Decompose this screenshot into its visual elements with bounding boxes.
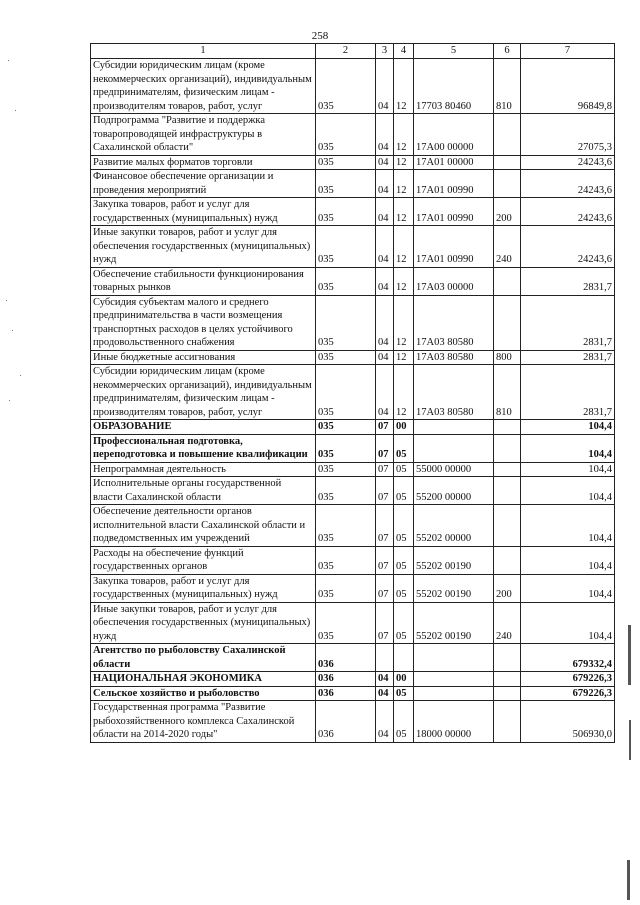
- row-amount: 24243,6: [521, 226, 615, 268]
- row-expense-type: [494, 267, 521, 295]
- row-amount: 104,4: [521, 505, 615, 547]
- row-expense-type: 810: [494, 59, 521, 114]
- row-razdel: 04: [376, 114, 394, 156]
- row-target-article: 55202 00190: [414, 574, 494, 602]
- scan-edge-mark: [629, 720, 631, 760]
- row-amount: 2831,7: [521, 267, 615, 295]
- scan-dust: [9, 400, 10, 401]
- row-razdel: 04: [376, 198, 394, 226]
- row-razdel: 04: [376, 686, 394, 701]
- row-amount: 679226,3: [521, 672, 615, 687]
- row-podrazdel: 12: [394, 295, 414, 350]
- table-row: [91, 574, 615, 602]
- row-target-article: 17А01 00990: [414, 198, 494, 226]
- row-podrazdel: 12: [394, 155, 414, 170]
- row-razdel: 04: [376, 59, 394, 114]
- row-target-article: 55202 00190: [414, 546, 494, 574]
- table-row: [91, 365, 615, 420]
- row-ved: 035: [316, 574, 376, 602]
- row-ved: 035: [316, 155, 376, 170]
- table-row: [91, 701, 615, 743]
- row-name: Расходы на обеспечение функций государственных органов: [91, 546, 316, 574]
- row-expense-type: [494, 114, 521, 156]
- table-row: [91, 602, 615, 644]
- row-target-article: 17А01 00990: [414, 226, 494, 268]
- row-amount: 104,4: [521, 546, 615, 574]
- row-target-article: 17А03 80580: [414, 365, 494, 420]
- row-amount: 104,4: [521, 434, 615, 462]
- row-name: Развитие малых форматов торговли: [91, 155, 316, 170]
- row-name: Закупка товаров, работ и услуг для государственных (муниципальных) нужд: [91, 574, 316, 602]
- table-row: [91, 155, 615, 170]
- table-row: [91, 644, 615, 672]
- row-target-article: 17А01 00000: [414, 155, 494, 170]
- row-razdel: 04: [376, 170, 394, 198]
- row-razdel: 07: [376, 505, 394, 547]
- table-row: [91, 198, 615, 226]
- table-row: [91, 226, 615, 268]
- row-name: Сельское хозяйство и рыболовство: [91, 686, 316, 701]
- row-podrazdel: 12: [394, 365, 414, 420]
- table-row: [91, 170, 615, 198]
- column-header: 5: [414, 44, 494, 59]
- row-target-article: 18000 00000: [414, 701, 494, 743]
- row-expense-type: [494, 420, 521, 435]
- row-podrazdel: 12: [394, 226, 414, 268]
- row-razdel: 04: [376, 295, 394, 350]
- row-name: Закупка товаров, работ и услуг для государственных (муниципальных) нужд: [91, 198, 316, 226]
- row-expense-type: [494, 434, 521, 462]
- row-ved: 035: [316, 114, 376, 156]
- row-podrazdel: 05: [394, 505, 414, 547]
- row-ved: 035: [316, 350, 376, 365]
- scan-dust: [6, 300, 7, 301]
- row-expense-type: 200: [494, 198, 521, 226]
- scan-edge-mark: [628, 625, 631, 685]
- row-ved: 035: [316, 434, 376, 462]
- row-name: Финансовое обеспечение организации и проведения мероприятий: [91, 170, 316, 198]
- row-target-article: 17А03 80580: [414, 350, 494, 365]
- table-row: [91, 672, 615, 687]
- row-name: Агентство по рыболовству Сахалинской области: [91, 644, 316, 672]
- row-podrazdel: 05: [394, 602, 414, 644]
- row-razdel: 07: [376, 477, 394, 505]
- row-podrazdel: 12: [394, 267, 414, 295]
- row-razdel: 04: [376, 226, 394, 268]
- page-number: 258: [311, 30, 329, 42]
- column-header: 3: [376, 44, 394, 59]
- table-row: [91, 462, 615, 477]
- row-amount: 104,4: [521, 602, 615, 644]
- row-razdel: 04: [376, 365, 394, 420]
- table-row: [91, 420, 615, 435]
- row-ved: 036: [316, 686, 376, 701]
- row-podrazdel: 05: [394, 701, 414, 743]
- row-target-article: 55200 00000: [414, 477, 494, 505]
- row-target-article: 17А00 00000: [414, 114, 494, 156]
- row-podrazdel: 05: [394, 477, 414, 505]
- row-razdel: 07: [376, 574, 394, 602]
- row-podrazdel: 12: [394, 198, 414, 226]
- row-name: Иные закупки товаров, работ и услуг для обеспечения государственных (муниципальных) нужд: [91, 226, 316, 268]
- row-expense-type: [494, 295, 521, 350]
- row-name: Непрограммная деятельность: [91, 462, 316, 477]
- row-podrazdel: 12: [394, 170, 414, 198]
- column-header: 6: [494, 44, 521, 59]
- row-podrazdel: 05: [394, 546, 414, 574]
- row-podrazdel: 12: [394, 59, 414, 114]
- row-podrazdel: 00: [394, 672, 414, 687]
- row-ved: 035: [316, 59, 376, 114]
- row-podrazdel: 05: [394, 686, 414, 701]
- row-expense-type: [494, 672, 521, 687]
- row-expense-type: [494, 155, 521, 170]
- row-target-article: 17А03 00000: [414, 267, 494, 295]
- row-ved: 035: [316, 420, 376, 435]
- row-ved: 035: [316, 365, 376, 420]
- row-podrazdel: 05: [394, 462, 414, 477]
- row-amount: 96849,8: [521, 59, 615, 114]
- row-amount: 24243,6: [521, 155, 615, 170]
- row-target-article: 17А01 00990: [414, 170, 494, 198]
- row-ved: 035: [316, 505, 376, 547]
- row-target-article: 17703 80460: [414, 59, 494, 114]
- row-expense-type: [494, 644, 521, 672]
- row-ved: 035: [316, 198, 376, 226]
- scan-dust: [20, 375, 21, 376]
- row-target-article: 55202 00000: [414, 505, 494, 547]
- row-name: Субсидии юридическим лицам (кроме некоммерческих организаций), индивидуальным предпринимателям, физическим лицам - производителям товаров, работ, услуг: [91, 59, 316, 114]
- row-expense-type: 240: [494, 226, 521, 268]
- table-row: [91, 505, 615, 547]
- row-amount: 679226,3: [521, 686, 615, 701]
- row-target-article: 55202 00190: [414, 602, 494, 644]
- row-podrazdel: 05: [394, 434, 414, 462]
- row-ved: 036: [316, 672, 376, 687]
- row-razdel: [376, 644, 394, 672]
- row-ved: 035: [316, 477, 376, 505]
- row-name: Исполнительные органы государственной власти Сахалинской области: [91, 477, 316, 505]
- row-podrazdel: 12: [394, 350, 414, 365]
- row-razdel: 04: [376, 350, 394, 365]
- row-name: НАЦИОНАЛЬНАЯ ЭКОНОМИКА: [91, 672, 316, 687]
- row-expense-type: [494, 546, 521, 574]
- row-name: Иные бюджетные ассигнования: [91, 350, 316, 365]
- row-expense-type: 800: [494, 350, 521, 365]
- row-name: Профессиональная подготовка, переподготовка и повышение квалификации: [91, 434, 316, 462]
- row-razdel: 04: [376, 672, 394, 687]
- row-ved: 035: [316, 602, 376, 644]
- row-name: Субсидия субъектам малого и среднего предпринимательства в части возмещения транспортных расходов в целях устойчивого продовольственного снабжения: [91, 295, 316, 350]
- row-target-article: [414, 420, 494, 435]
- row-razdel: 07: [376, 602, 394, 644]
- row-podrazdel: 05: [394, 574, 414, 602]
- scan-edge-mark: [627, 860, 630, 900]
- row-name: Подпрограмма "Развитие и поддержка товаропроводящей инфраструктуры в Сахалинской области": [91, 114, 316, 156]
- row-name: Иные закупки товаров, работ и услуг для обеспечения государственных (муниципальных) нужд: [91, 602, 316, 644]
- row-ved: 035: [316, 462, 376, 477]
- table-row: [91, 267, 615, 295]
- table-row: [91, 686, 615, 701]
- table-row: [91, 59, 615, 114]
- header-row: [91, 44, 615, 59]
- row-expense-type: 200: [494, 574, 521, 602]
- table-row: [91, 350, 615, 365]
- table-row: [91, 477, 615, 505]
- row-target-article: [414, 434, 494, 462]
- row-razdel: 04: [376, 267, 394, 295]
- row-amount: 104,4: [521, 420, 615, 435]
- column-header: 7: [521, 44, 615, 59]
- row-amount: 506930,0: [521, 701, 615, 743]
- row-amount: 104,4: [521, 462, 615, 477]
- row-amount: 2831,7: [521, 365, 615, 420]
- row-amount: 104,4: [521, 574, 615, 602]
- row-podrazdel: [394, 644, 414, 672]
- scan-dust: [12, 330, 13, 331]
- row-expense-type: [494, 701, 521, 743]
- row-razdel: 07: [376, 420, 394, 435]
- row-amount: 2831,7: [521, 295, 615, 350]
- row-podrazdel: 12: [394, 114, 414, 156]
- row-razdel: 07: [376, 434, 394, 462]
- table-row: [91, 546, 615, 574]
- row-target-article: [414, 686, 494, 701]
- row-expense-type: [494, 477, 521, 505]
- table-row: [91, 434, 615, 462]
- row-ved: 035: [316, 267, 376, 295]
- row-ved: 035: [316, 226, 376, 268]
- row-expense-type: [494, 170, 521, 198]
- row-expense-type: 810: [494, 365, 521, 420]
- row-ved: 035: [316, 546, 376, 574]
- row-target-article: 17А03 80580: [414, 295, 494, 350]
- row-name: Государственная программа "Развитие рыбохозяйственного комплекса Сахалинской области на 2014-2020 годы": [91, 701, 316, 743]
- column-header: 4: [394, 44, 414, 59]
- row-amount: 2831,7: [521, 350, 615, 365]
- row-target-article: [414, 672, 494, 687]
- row-target-article: 55000 00000: [414, 462, 494, 477]
- row-amount: 24243,6: [521, 170, 615, 198]
- row-ved: 036: [316, 701, 376, 743]
- table-row: [91, 114, 615, 156]
- row-amount: 24243,6: [521, 198, 615, 226]
- column-header: 1: [91, 44, 316, 59]
- row-expense-type: 240: [494, 602, 521, 644]
- row-expense-type: [494, 686, 521, 701]
- row-ved: 035: [316, 295, 376, 350]
- row-amount: 679332,4: [521, 644, 615, 672]
- budget-table: [90, 43, 615, 743]
- table-row: [91, 295, 615, 350]
- row-expense-type: [494, 462, 521, 477]
- row-target-article: [414, 644, 494, 672]
- row-razdel: 07: [376, 546, 394, 574]
- row-razdel: 07: [376, 462, 394, 477]
- row-ved: 035: [316, 170, 376, 198]
- row-amount: 27075,3: [521, 114, 615, 156]
- row-ved: 036: [316, 644, 376, 672]
- row-name: ОБРАЗОВАНИЕ: [91, 420, 316, 435]
- row-name: Субсидии юридическим лицам (кроме некоммерческих организаций), индивидуальным предпринимателям, физическим лицам - производителям товаров, работ, услуг: [91, 365, 316, 420]
- scan-dust: [8, 60, 9, 61]
- row-razdel: 04: [376, 701, 394, 743]
- row-amount: 104,4: [521, 477, 615, 505]
- row-expense-type: [494, 505, 521, 547]
- scan-dust: [15, 110, 16, 111]
- row-podrazdel: 00: [394, 420, 414, 435]
- row-razdel: 04: [376, 155, 394, 170]
- column-header: 2: [316, 44, 376, 59]
- row-name: Обеспечение стабильности функционирования товарных рынков: [91, 267, 316, 295]
- row-name: Обеспечение деятельности органов исполнительной власти Сахалинской области и подведомственных им учреждений: [91, 505, 316, 547]
